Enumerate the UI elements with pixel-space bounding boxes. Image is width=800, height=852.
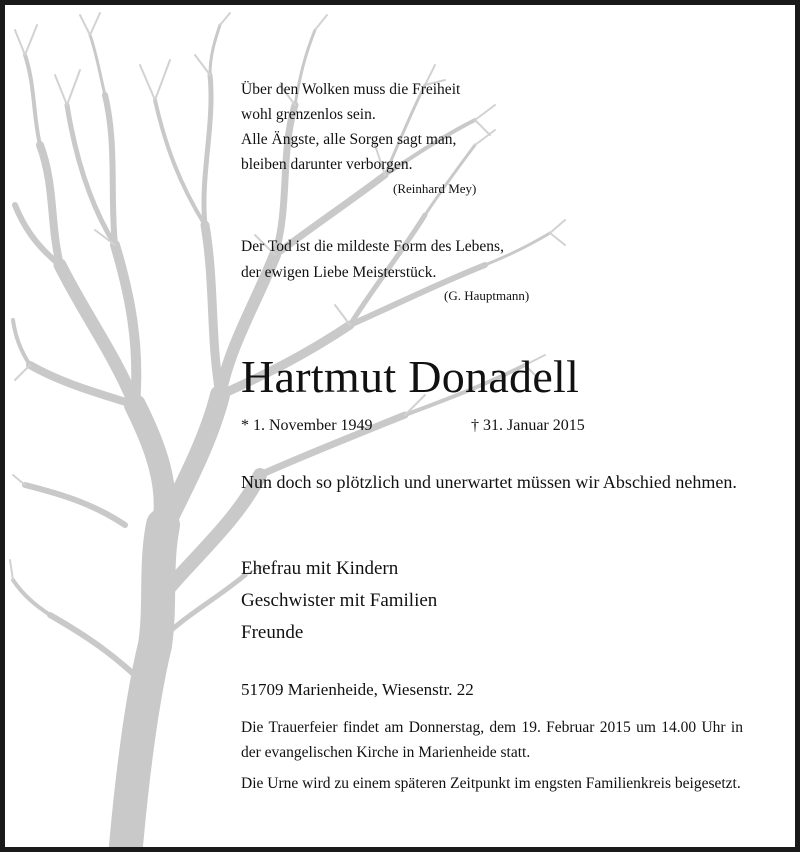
quote-1-line: Alle Ängste, alle Sorgen sagt man, <box>241 131 457 148</box>
quote-2-line: Der Tod ist die mildeste Form des Lebens, <box>241 238 504 255</box>
quote-1-line: bleiben darunter verborgen. <box>241 156 413 173</box>
farewell-message: Nun doch so plötzlich und unerwartet müssen wir Abschied nehmen. <box>241 472 737 492</box>
burial-info: Die Urne wird zu einem späteren Zeitpunkt im engsten Familienkreis beigesetzt. <box>241 775 741 792</box>
family-address: 51709 Marienheide, Wiesenstr. 22 <box>241 680 474 699</box>
quote-1-line: wohl grenzenlos sein. <box>241 106 376 123</box>
ceremony-info: Die Trauerfeier findet am Donnerstag, dem 19. Februar 2015 um 14.00 Uhr in der evangelischen Kirche in Marienheide statt. <box>241 719 743 761</box>
quote-1-author: (Reinhard Mey) <box>393 181 477 196</box>
deceased-name: Hartmut Donadell <box>241 351 580 402</box>
quote-2-line: der ewigen Liebe Meisterstück. <box>241 264 437 281</box>
quote-1-line: Über den Wolken muss die Freiheit <box>241 81 461 98</box>
mourner-line: Ehefrau mit Kindern <box>241 558 399 579</box>
mourner-line: Geschwister mit Familien <box>241 590 438 611</box>
quote-2-author: (G. Hauptmann) <box>444 288 530 303</box>
birth-date: * 1. November 1949 <box>241 417 373 434</box>
death-date: † 31. Januar 2015 <box>471 417 585 434</box>
mourner-line: Freunde <box>241 622 304 643</box>
